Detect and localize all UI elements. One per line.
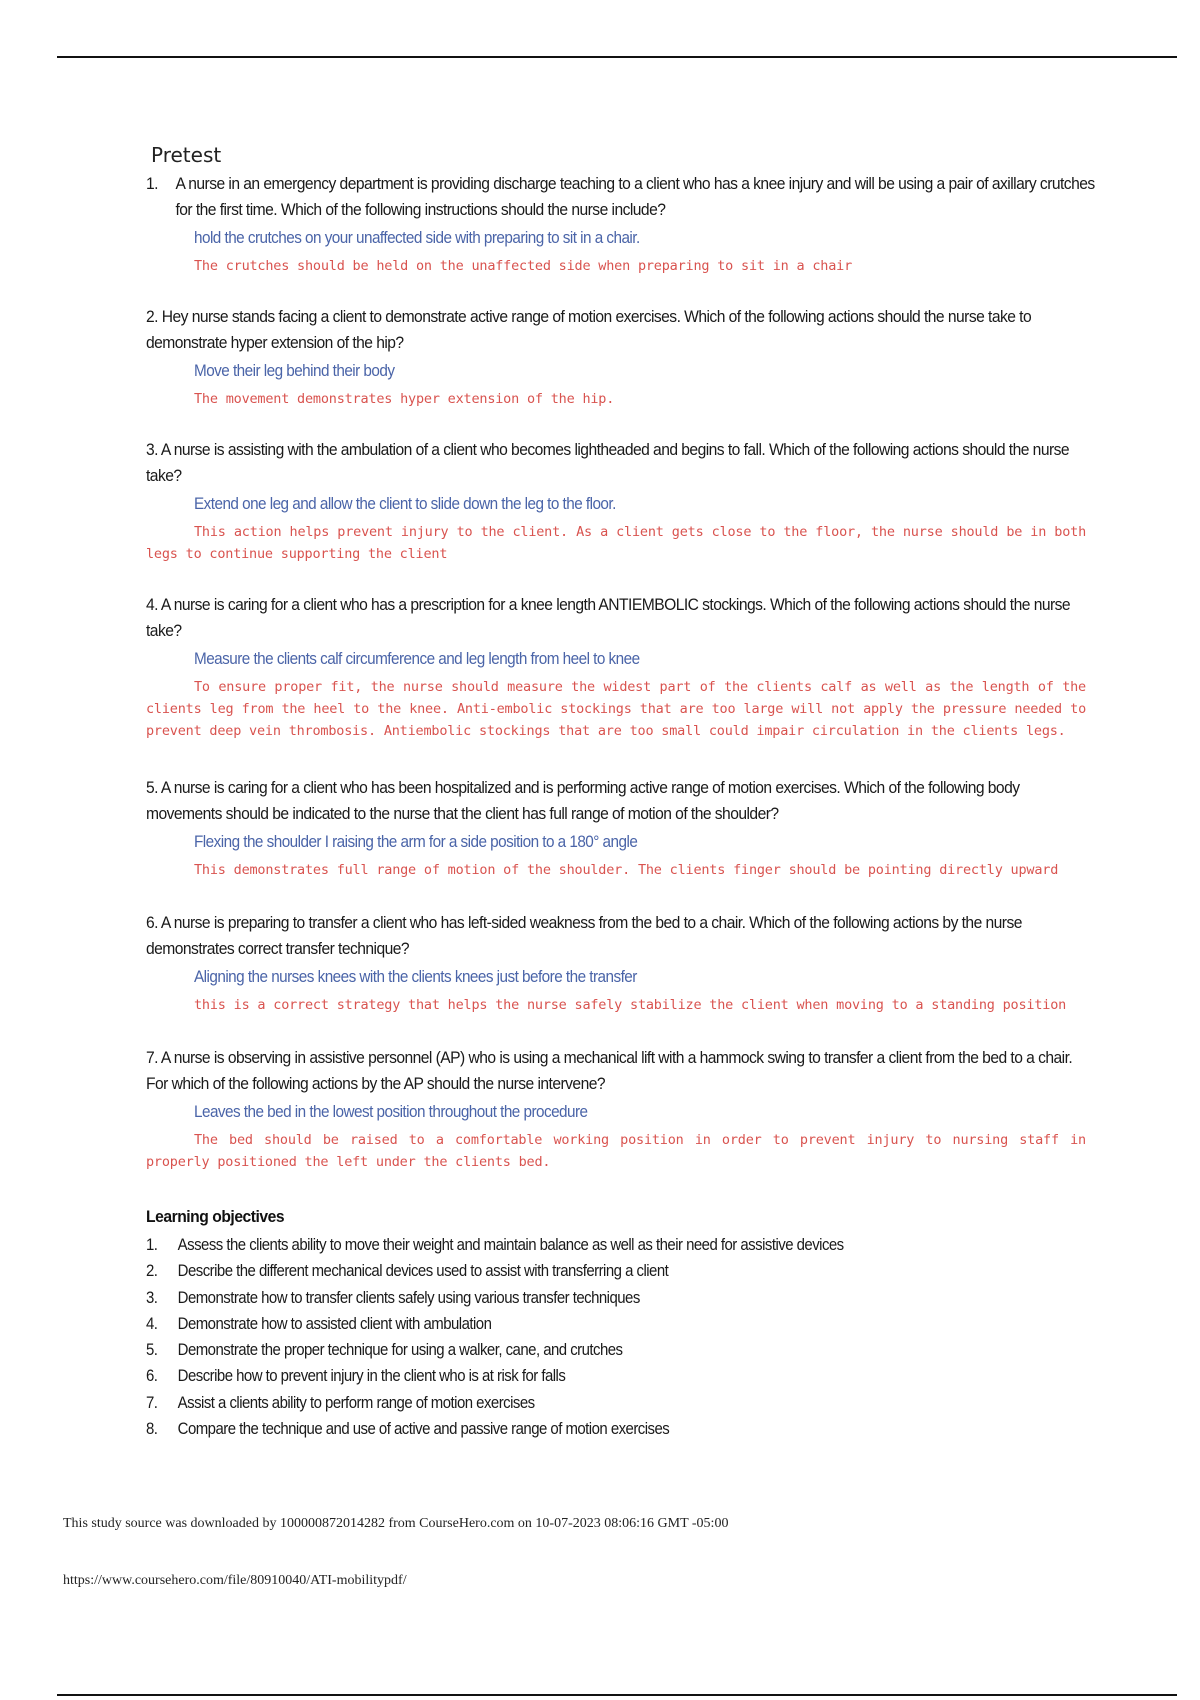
- answer: Measure the clients calf circumference and leg length from heel to knee: [194, 649, 640, 668]
- learning-objectives-list: [146, 1232, 1106, 1442]
- source-url[interactable]: https://www.coursehero.com/file/80910040/ATI-mobilitypdf/: [63, 1573, 407, 1588]
- question-body: A nurse is preparing to transfer a client who has left-sided weakness from the bed to a chair. Which of the following actions by the nurse demonstrates correct transfer technique?: [146, 913, 1022, 958]
- rationale: The bed should be raised to a comfortable working position in order to prevent injury to nursing staff in properly positioned the left under the clients bed.: [146, 1132, 1086, 1170]
- download-source-note: This study source was downloaded by 100000872014282 from CourseHero.com on 10-07-2023 08:06:16 GMT -05:00: [63, 1516, 729, 1531]
- objective-item: 8. Compare the technique and use of active and passive range of motion exercises: [146, 1419, 670, 1439]
- rationale: To ensure proper fit, the nurse should measure the widest part of the clients calf as well as the length of the clients leg from the heel to the knee. Anti-embolic stockings that are too large will not apply the pressure needed to prevent deep vein thrombosis. Antiembolic stockings that are too small could impair circulation in the clients legs.: [146, 679, 1086, 739]
- question-number: 4.: [146, 595, 158, 614]
- question-body: Hey nurse stands facing a client to demonstrate active range of motion exercises. Which of the following actions should the nurse take to demonstrate hyper extension of the hip?: [146, 307, 1032, 352]
- question-body: A nurse is observing in assistive personnel (AP) who is using a mechanical lift with a hammock swing to transfer a client from the bed to a chair. For which of the following actions by the AP should the nurse intervene?: [146, 1048, 1073, 1093]
- top-rule: [57, 56, 1177, 58]
- question-1: [146, 171, 1095, 277]
- question-text: [146, 775, 1084, 827]
- rationale: this is a correct strategy that helps the nurse safely stabilize the client when moving to a standing position: [194, 997, 1067, 1013]
- question-number: 5.: [146, 778, 158, 797]
- question-text: [146, 592, 1084, 644]
- page-heading: Pretest: [151, 143, 222, 167]
- question-text: [146, 171, 1114, 223]
- question-number: 6.: [146, 913, 158, 932]
- question-2: [146, 304, 1086, 410]
- question-text: [146, 437, 1084, 489]
- objective-item: 1. Assess the clients ability to move their weight and maintain balance as well as their need for assistive devices: [146, 1235, 844, 1254]
- question-number: 2.: [146, 307, 158, 326]
- question-6: [146, 910, 1086, 1016]
- question-body: A nurse is caring for a client who has a prescription for a knee length ANTIEMBOLIC stockings. Which of the following actions should the nurse take?: [146, 595, 1071, 640]
- learning-objectives-title: Learning objectives: [146, 1207, 285, 1226]
- answer: Flexing the shoulder I raising the arm for a side position to a 180° angle: [194, 832, 638, 851]
- question-3: [146, 437, 1086, 565]
- objective-item: 5. Demonstrate the proper technique for using a walker, cane, and crutches: [146, 1340, 623, 1360]
- rationale: The crutches should be held on the unaffected side when preparing to sit in a chair: [194, 258, 852, 274]
- objective-item: 6. Describe how to prevent injury in the client who is at risk for falls: [146, 1366, 566, 1386]
- question-text: [146, 304, 1084, 356]
- question-7: [146, 1045, 1086, 1173]
- question-text: [146, 910, 1084, 962]
- question-4: [146, 592, 1086, 742]
- answer: Extend one leg and allow the client to slide down the leg to the floor.: [194, 494, 616, 513]
- rationale: The movement demonstrates hyper extension of the hip.: [194, 391, 615, 407]
- bottom-rule: [57, 1694, 1177, 1696]
- question-number: 1.: [146, 174, 158, 193]
- answer: hold the crutches on your unaffected side with preparing to sit in a chair.: [194, 228, 640, 247]
- question-5: [146, 775, 1086, 881]
- answer: Move their leg behind their body: [194, 361, 395, 380]
- question-text: [146, 1045, 1084, 1097]
- question-number: 7.: [146, 1048, 158, 1067]
- question-number: 3.: [146, 440, 158, 459]
- question-body: A nurse in an emergency department is providing discharge teaching to a client who has a knee injury and will be using a pair of axillary crutches for the first time. Which of the following instructions should the nurse include?: [175, 174, 1095, 219]
- rationale: This demonstrates full range of motion of the shoulder. The clients finger should be pointing directly upward: [194, 862, 1059, 878]
- objective-item: 7. Assist a clients ability to perform range of motion exercises: [146, 1392, 535, 1412]
- answer: Aligning the nurses knees with the clients knees just before the transfer: [194, 967, 637, 986]
- rationale: This action helps prevent injury to the client. As a client gets close to the floor, the nurse should be in both legs to continue supporting the client: [146, 524, 1086, 562]
- question-body: A nurse is assisting with the ambulation of a client who becomes lightheaded and begins to fall. Which of the following actions should the nurse take?: [146, 440, 1070, 485]
- objective-item: 3. Demonstrate how to transfer clients safely using various transfer techniques: [146, 1287, 640, 1307]
- objective-item: 4. Demonstrate how to assisted client with ambulation: [146, 1313, 492, 1333]
- question-body: A nurse is caring for a client who has been hospitalized and is performing active range of motion exercises. Which of the following body movements should be indicated to the nurse that the client has full range of motion of the shoulder?: [146, 778, 1020, 823]
- objective-item: 2. Describe the different mechanical devices used to assist with transferring a client: [146, 1261, 669, 1281]
- answer: Leaves the bed in the lowest position throughout the procedure: [194, 1102, 588, 1121]
